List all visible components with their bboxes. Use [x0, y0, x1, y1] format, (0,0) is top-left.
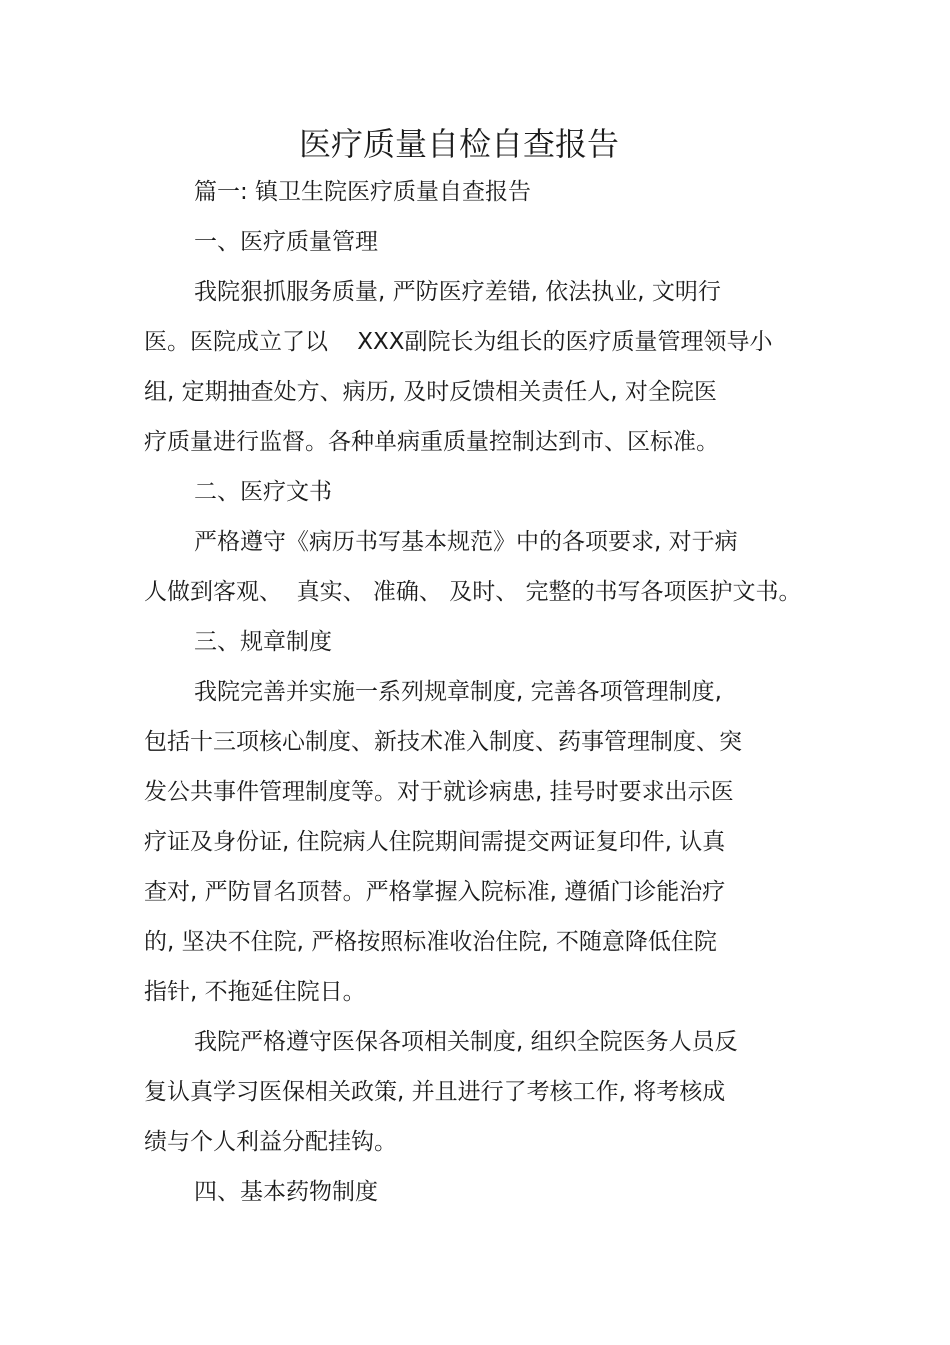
line-14: 疗证及身份证, 住院病人住院期间需提交两证复印件, 认真 [144, 829, 726, 855]
line-10: 三、规章制度 [194, 629, 332, 655]
line-15: 查对, 严防冒名顶替。严格掌握入院标准, 遵循门诊能治疗 [144, 879, 726, 905]
line-16: 的, 坚决不住院, 严格按照标准收治住院, 不随意降低住院 [144, 929, 717, 955]
line-9: 人做到客观、 真实、 准确、 及时、 完整的书写各项医护文书。 [144, 579, 802, 605]
line-12: 包括十三项核心制度、新技术准入制度、药事管理制度、突 [144, 729, 742, 755]
line-5: 组, 定期抽查处方、病历, 及时反馈相关责任人, 对全院医 [144, 379, 717, 405]
line-1: 篇一: 镇卫生院医疗质量自查报告 [194, 179, 532, 205]
line-20: 绩与个人利益分配挂钩。 [144, 1129, 397, 1155]
line-13: 发公共事件管理制度等。对于就诊病患, 挂号时要求出示医 [144, 779, 734, 805]
line-18: 我院严格遵守医保各项相关制度, 组织全院医务人员反 [194, 1029, 738, 1055]
document-title: 医疗质量自检自查报告 [299, 125, 620, 163]
line-19: 复认真学习医保相关政策, 并且进行了考核工作, 将考核成 [144, 1079, 726, 1105]
line-7: 二、医疗文书 [194, 479, 332, 505]
line-4: 医。医院成立了以 XXX副院长为组长的医疗质量管理领导小 [144, 329, 773, 355]
line-17: 指针, 不拖延住院日。 [144, 979, 366, 1005]
line-11: 我院完善并实施一系列规章制度, 完善各项管理制度, [194, 679, 722, 705]
line-3: 我院狠抓服务质量, 严防医疗差错, 依法执业, 文明行 [194, 279, 721, 305]
line-21: 四、基本药物制度 [194, 1179, 378, 1205]
line-2: 一、医疗质量管理 [194, 229, 378, 255]
line-8: 严格遵守《病历书写基本规范》中的各项要求, 对于病 [194, 529, 738, 555]
line-6: 疗质量进行监督。各种单病重质量控制达到市、区标准。 [144, 429, 719, 455]
